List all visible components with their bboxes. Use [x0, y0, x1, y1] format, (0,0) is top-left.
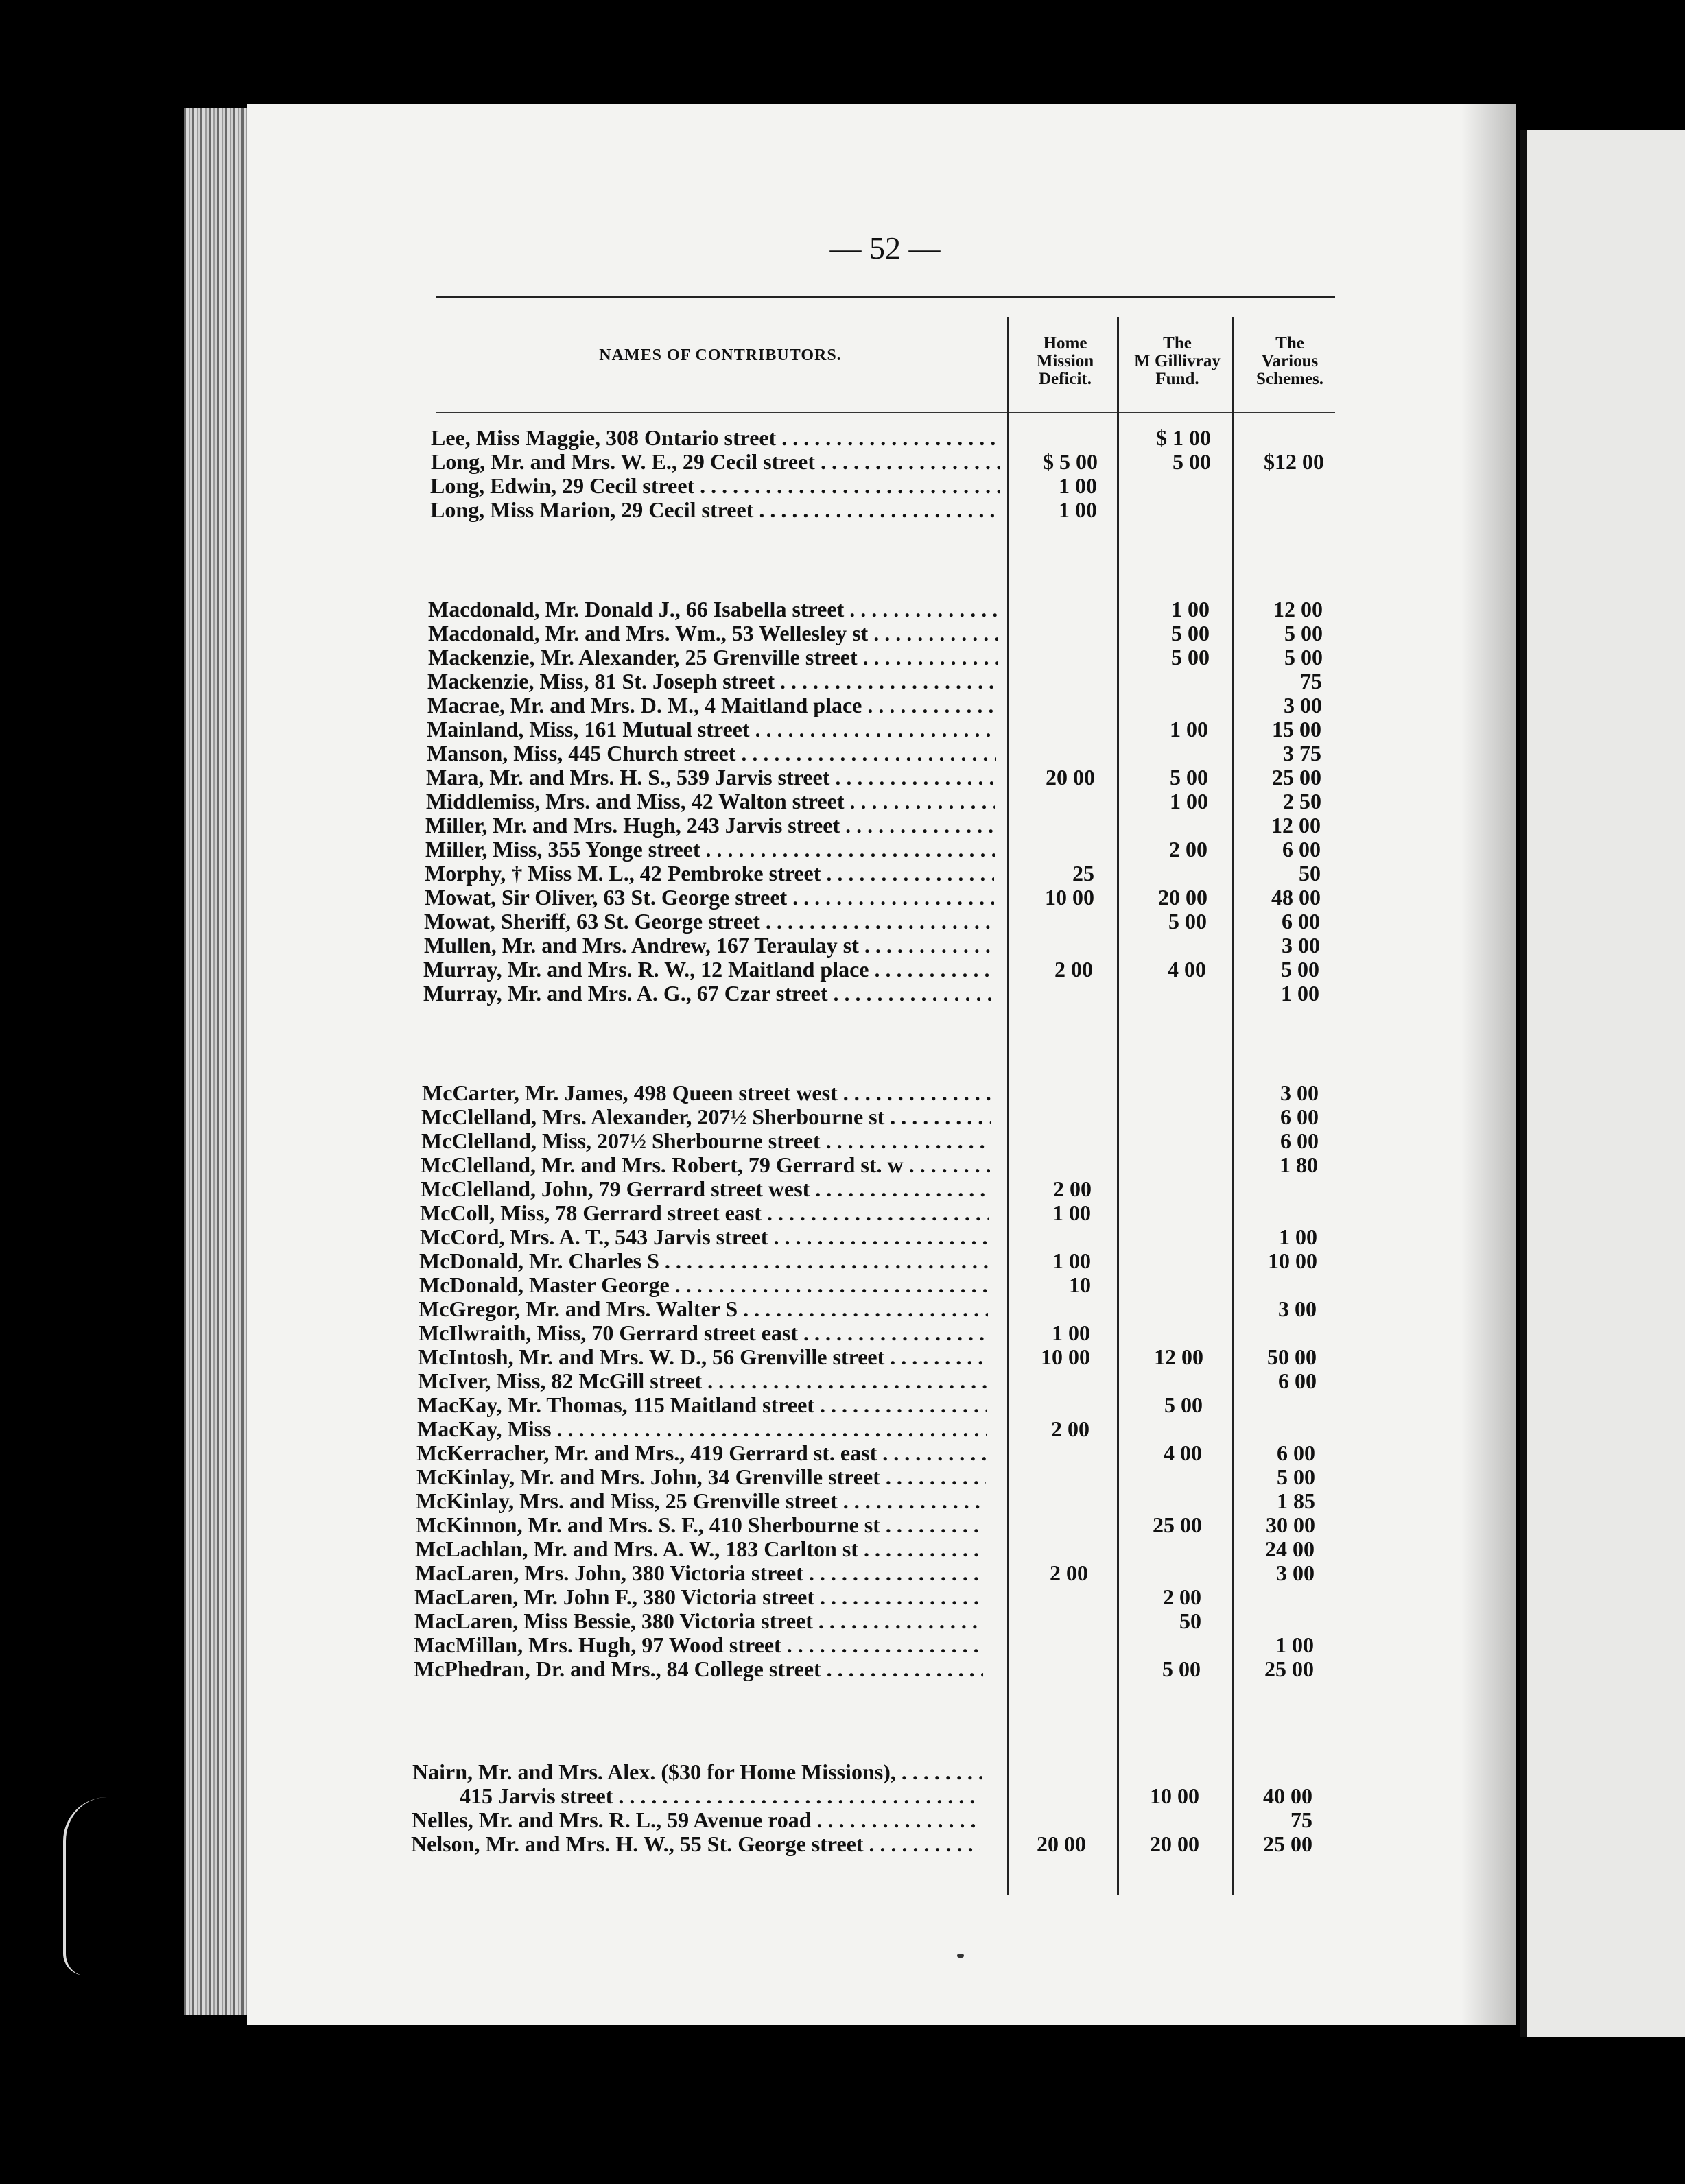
- contributor-name: Miller, Miss, 355 Yonge street . . .: [425, 837, 995, 862]
- mgillivray-amount: 5 00: [1164, 1392, 1203, 1417]
- various-schemes-amount: 10 00: [1268, 1248, 1317, 1273]
- table-row: [0, 425, 1685, 450]
- mgillivray-amount: 5 00: [1170, 765, 1208, 790]
- contributor-name: McDonald, Mr. Charles S . . .: [419, 1248, 989, 1273]
- names-column-header: NAMES OF CONTRIBUTORS.: [599, 346, 842, 364]
- home-mission-amount: 10 00: [1045, 885, 1094, 910]
- table-row: [0, 1807, 1685, 1832]
- various-schemes-amount: 40 00: [1263, 1783, 1312, 1808]
- contributor-name: Long, Edwin, 29 Cecil street . . .: [430, 473, 1000, 498]
- contributor-name: McLachlan, Mr. and Mrs. A. W., 183 Carlton st . . .: [415, 1536, 985, 1561]
- various-schemes-amount: 12 00: [1273, 597, 1323, 621]
- contributor-name: Nairn, Mr. and Mrs. Alex. ($30 for Home Missions), . . .: [412, 1759, 982, 1784]
- table-row: [0, 1248, 1685, 1273]
- mgillivray-amount: 20 00: [1150, 1831, 1199, 1856]
- contributor-name: Nelson, Mr. and Mrs. H. W., 55 St. George street . . .: [411, 1831, 980, 1856]
- table-row: [0, 1392, 1685, 1417]
- home-mission-header-line: Mission: [1036, 352, 1094, 370]
- contributor-name: McClelland, John, 79 Gerrard street west . . .: [421, 1176, 990, 1201]
- contributor-name: 415 Jarvis street . . .: [460, 1783, 981, 1808]
- table-row: [0, 449, 1685, 474]
- book-page: [247, 104, 1516, 2025]
- various-schemes-amount: 25 00: [1263, 1831, 1312, 1856]
- various-schemes-amount: 6 00: [1280, 1128, 1319, 1153]
- mgillivray-amount: 1 00: [1170, 789, 1208, 814]
- contributor-name: MacMillan, Mrs. Hugh, 97 Wood street . . .: [414, 1633, 983, 1657]
- mgillivray-amount: 1 00: [1170, 717, 1208, 741]
- contributor-name: McIver, Miss, 82 McGill street . . .: [418, 1368, 987, 1393]
- contributor-name: Lee, Miss Maggie, 308 Ontario street . . .: [431, 425, 1000, 450]
- table-row: [0, 813, 1685, 838]
- home-mission-header: [1009, 335, 1122, 388]
- contributor-name: McKerracher, Mr. and Mrs., 419 Gerrard st. east . . .: [416, 1440, 986, 1465]
- contributor-name: Mowat, Sheriff, 63 St. George street . . .: [424, 909, 993, 934]
- various-schemes-amount: 15 00: [1272, 717, 1321, 741]
- contributor-name: MacLaren, Mrs. John, 380 Victoria street . . .: [415, 1560, 985, 1585]
- various-schemes-amount: 75: [1300, 669, 1322, 693]
- home-mission-amount: 2 00: [1051, 1416, 1089, 1441]
- table-row: [0, 473, 1685, 498]
- contributor-name: MacLaren, Mr. John F., 380 Victoria street . . .: [414, 1584, 984, 1609]
- mgillivray-amount: $ 1 00: [1156, 425, 1211, 450]
- table-row: [0, 1224, 1685, 1249]
- page-number: — 52 —: [829, 230, 941, 265]
- table-row: [0, 1488, 1685, 1513]
- contributor-name: Macrae, Mr. and Mrs. D. M., 4 Maitland place . . .: [427, 693, 997, 717]
- table-row: [0, 645, 1685, 669]
- contributor-name: McCarter, Mr. James, 498 Queen street west . . .: [422, 1080, 991, 1105]
- home-mission-amount: 20 00: [1037, 1831, 1086, 1856]
- contributor-name: Long, Miss Marion, 29 Cecil street . . .: [430, 497, 1000, 522]
- contributor-name: McPhedran, Dr. and Mrs., 84 College street . . .: [414, 1657, 983, 1681]
- contributor-name: McIlwraith, Miss, 70 Gerrard street east . . .: [419, 1320, 988, 1345]
- various-schemes-amount: 1 00: [1281, 981, 1319, 1006]
- contributor-name: McDonald, Master George . . .: [419, 1272, 989, 1297]
- table-row: [0, 1560, 1685, 1585]
- various-schemes-amount: 6 00: [1282, 909, 1320, 934]
- table-row: [0, 837, 1685, 862]
- table-row: [0, 1831, 1685, 1856]
- mgillivray-amount: 2 00: [1163, 1584, 1201, 1609]
- mgillivray-fund-header: [1120, 335, 1235, 388]
- contributor-name: Mullen, Mr. and Mrs. Andrew, 167 Teraulay st . . .: [424, 933, 993, 958]
- various-schemes-header: [1235, 335, 1345, 388]
- table-row: [0, 1368, 1685, 1393]
- various-schemes-amount: 48 00: [1271, 885, 1321, 910]
- top-rule: [436, 296, 1335, 298]
- mgillivray-amount: 5 00: [1171, 645, 1210, 669]
- various-schemes-amount: 1 00: [1279, 1224, 1317, 1249]
- contributor-name: McKinnon, Mr. and Mrs. S. F., 410 Sherbourne st . . .: [416, 1512, 985, 1537]
- various-schemes-amount: 5 00: [1284, 621, 1323, 645]
- contributor-name: Mackenzie, Miss, 81 St. Joseph street . . .: [427, 669, 997, 693]
- contributor-name: Mackenzie, Mr. Alexander, 25 Grenville street . . .: [428, 645, 998, 669]
- header-rule: [436, 412, 1335, 413]
- mgillivray-amount: 4 00: [1168, 957, 1206, 982]
- table-row: [0, 1759, 1685, 1784]
- table-row: [0, 1584, 1685, 1609]
- home-mission-amount: 1 00: [1052, 1320, 1090, 1345]
- table-row: [0, 717, 1685, 741]
- contributor-name: Mainland, Miss, 161 Mutual street . . .: [427, 717, 996, 741]
- table-row: [0, 1320, 1685, 1345]
- contributor-name: Murray, Mr. and Mrs. R. W., 12 Maitland place . . .: [423, 957, 993, 982]
- contributor-name: McKinlay, Mr. and Mrs. John, 34 Grenville street . . .: [416, 1464, 986, 1489]
- mgillivray-amount: 5 00: [1162, 1657, 1201, 1681]
- mgillivray-amount: 5 00: [1171, 621, 1210, 645]
- contributor-name: McCord, Mrs. A. T., 543 Jarvis street . . .: [420, 1224, 989, 1249]
- table-row: [0, 1080, 1685, 1105]
- various-schemes-amount: 6 00: [1280, 1104, 1319, 1129]
- various-schemes-amount: 6 00: [1282, 837, 1321, 862]
- contributor-name: Macdonald, Mr. and Mrs. Wm., 53 Wellesley st . . .: [428, 621, 998, 645]
- table-row: [0, 669, 1685, 693]
- table-row: [0, 1783, 1685, 1808]
- contributor-name: Murray, Mr. and Mrs. A. G., 67 Czar street . . .: [423, 981, 993, 1006]
- mgillivray-amount: 4 00: [1164, 1440, 1202, 1465]
- table-row: [0, 1416, 1685, 1441]
- table-row: [0, 1440, 1685, 1465]
- table-row: [0, 765, 1685, 790]
- table-row: [0, 1536, 1685, 1561]
- mgillivray-amount: 5 00: [1173, 449, 1211, 474]
- table-row: [0, 1176, 1685, 1201]
- table-row: [0, 1200, 1685, 1225]
- ink-speck: [957, 1954, 964, 1958]
- mgillivray-amount: 1 00: [1171, 597, 1210, 621]
- mgillivray-amount: 5 00: [1168, 909, 1207, 934]
- home-mission-amount: 2 00: [1050, 1560, 1088, 1585]
- contributor-name: McClelland, Mr. and Mrs. Robert, 79 Gerrard st. w . . .: [421, 1152, 990, 1177]
- table-row: [0, 789, 1685, 814]
- various-schemes-amount: $12 00: [1264, 449, 1324, 474]
- table-row: [0, 1128, 1685, 1153]
- table-row: [0, 1272, 1685, 1297]
- table-row: [0, 1609, 1685, 1633]
- contributor-name: MacLaren, Miss Bessie, 380 Victoria street . . .: [414, 1609, 984, 1633]
- contributor-name: Macdonald, Mr. Donald J., 66 Isabella street . . .: [428, 597, 998, 621]
- various-schemes-amount: 75: [1291, 1807, 1312, 1832]
- contributor-name: Nelles, Mr. and Mrs. R. L., 59 Avenue road . . .: [412, 1807, 981, 1832]
- contributor-name: Middlemiss, Mrs. and Miss, 42 Walton street . . .: [426, 789, 995, 814]
- table-row: [0, 1633, 1685, 1657]
- various-schemes-amount: 5 00: [1281, 957, 1319, 982]
- contributor-name: MacKay, Miss . . .: [417, 1416, 987, 1441]
- various-schemes-amount: 24 00: [1265, 1536, 1315, 1561]
- home-mission-amount: 10 00: [1041, 1344, 1090, 1369]
- table-row: [0, 1657, 1685, 1681]
- mgillivray-amount: 10 00: [1150, 1783, 1199, 1808]
- home-mission-amount: 20 00: [1046, 765, 1095, 790]
- table-row: [0, 1104, 1685, 1129]
- table-row: [0, 1344, 1685, 1369]
- various-schemes-amount: 12 00: [1271, 813, 1321, 838]
- various-schemes-amount: 3 00: [1280, 1080, 1319, 1105]
- various-schemes-amount: 5 00: [1277, 1464, 1315, 1489]
- table-row: [0, 741, 1685, 765]
- various-header-line: Schemes.: [1256, 370, 1323, 388]
- table-row: [0, 861, 1685, 886]
- mgillivray-amount: 25 00: [1153, 1512, 1202, 1537]
- home-mission-amount: 1 00: [1052, 1200, 1091, 1225]
- table-row: [0, 885, 1685, 910]
- various-schemes-amount: 3 00: [1284, 693, 1322, 717]
- various-schemes-amount: 50: [1299, 861, 1321, 886]
- various-schemes-amount: 25 00: [1272, 765, 1321, 790]
- home-mission-header-line: Home: [1043, 334, 1087, 353]
- contributor-name: McClelland, Mrs. Alexander, 207½ Sherbourne st . . .: [421, 1104, 991, 1129]
- contributor-name: McGregor, Mr. and Mrs. Walter S . . .: [419, 1296, 988, 1321]
- contributor-name: McColl, Miss, 78 Gerrard street east . . .: [420, 1200, 989, 1225]
- mgillivray-header-line: M Gillivray: [1134, 352, 1221, 370]
- contributor-name: Morphy, † Miss M. L., 42 Pembroke street . . .: [425, 861, 994, 886]
- contributor-name: Mowat, Sir Oliver, 63 St. George street . . .: [425, 885, 994, 910]
- home-mission-amount: 2 00: [1053, 1176, 1092, 1201]
- contributor-name: Mara, Mr. and Mrs. H. S., 539 Jarvis street . . .: [426, 765, 995, 790]
- mgillivray-header-line: The: [1163, 334, 1192, 353]
- table-row: [0, 933, 1685, 958]
- various-schemes-amount: 50 00: [1267, 1344, 1317, 1369]
- page-shadow: [1461, 104, 1523, 2025]
- home-mission-amount: 25: [1072, 861, 1094, 886]
- table-row: [0, 497, 1685, 522]
- table-row: [0, 1512, 1685, 1537]
- home-mission-amount: 1 00: [1059, 497, 1097, 522]
- table-row: [0, 1464, 1685, 1489]
- various-header-line: The: [1275, 334, 1304, 353]
- contributor-name: Long, Mr. and Mrs. W. E., 29 Cecil street . . .: [431, 449, 1000, 474]
- home-mission-amount: 1 00: [1052, 1248, 1091, 1273]
- home-mission-amount: 10: [1069, 1272, 1091, 1297]
- various-schemes-amount: 3 00: [1282, 933, 1320, 958]
- contributor-name: McClelland, Miss, 207½ Sherbourne street . . .: [421, 1128, 991, 1153]
- mgillivray-amount: 12 00: [1154, 1344, 1203, 1369]
- various-schemes-amount: 2 50: [1283, 789, 1321, 814]
- mgillivray-amount: 20 00: [1158, 885, 1207, 910]
- various-schemes-amount: 3 00: [1276, 1560, 1315, 1585]
- table-row: [0, 693, 1685, 717]
- mgillivray-amount: 2 00: [1169, 837, 1207, 862]
- various-schemes-amount: 1 00: [1275, 1633, 1314, 1657]
- home-mission-header-line: Deficit.: [1038, 370, 1092, 388]
- table-row: [0, 957, 1685, 982]
- contributor-name: Manson, Miss, 445 Church street . . .: [427, 741, 996, 765]
- various-schemes-amount: 6 00: [1277, 1440, 1315, 1465]
- various-schemes-amount: 30 00: [1266, 1512, 1315, 1537]
- various-schemes-amount: 5 00: [1284, 645, 1323, 669]
- mgillivray-header-line: Fund.: [1155, 370, 1199, 388]
- home-mission-amount: 1 00: [1059, 473, 1097, 498]
- various-schemes-amount: 3 75: [1283, 741, 1321, 765]
- mgillivray-amount: 50: [1179, 1609, 1201, 1633]
- table-row: [0, 1296, 1685, 1321]
- various-schemes-amount: 1 85: [1277, 1488, 1315, 1513]
- contributor-name: Miller, Mr. and Mrs. Hugh, 243 Jarvis street . . .: [425, 813, 995, 838]
- table-row: [0, 1152, 1685, 1177]
- contributor-name: McKinlay, Mrs. and Miss, 25 Grenville street . . .: [416, 1488, 985, 1513]
- various-header-line: Various: [1261, 352, 1319, 370]
- various-schemes-amount: 6 00: [1278, 1368, 1317, 1393]
- contributor-name: MacKay, Mr. Thomas, 115 Maitland street . . .: [417, 1392, 987, 1417]
- home-mission-amount: 2 00: [1054, 957, 1093, 982]
- home-mission-amount: $ 5 00: [1043, 449, 1098, 474]
- contributor-name: McIntosh, Mr. and Mrs. W. D., 56 Grenville street . . .: [418, 1344, 987, 1369]
- table-row: [0, 909, 1685, 934]
- various-schemes-amount: 1 80: [1280, 1152, 1318, 1177]
- table-row: [0, 981, 1685, 1006]
- various-schemes-amount: 25 00: [1264, 1657, 1314, 1681]
- table-row: [0, 621, 1685, 645]
- table-row: [0, 597, 1685, 621]
- various-schemes-amount: 3 00: [1278, 1296, 1317, 1321]
